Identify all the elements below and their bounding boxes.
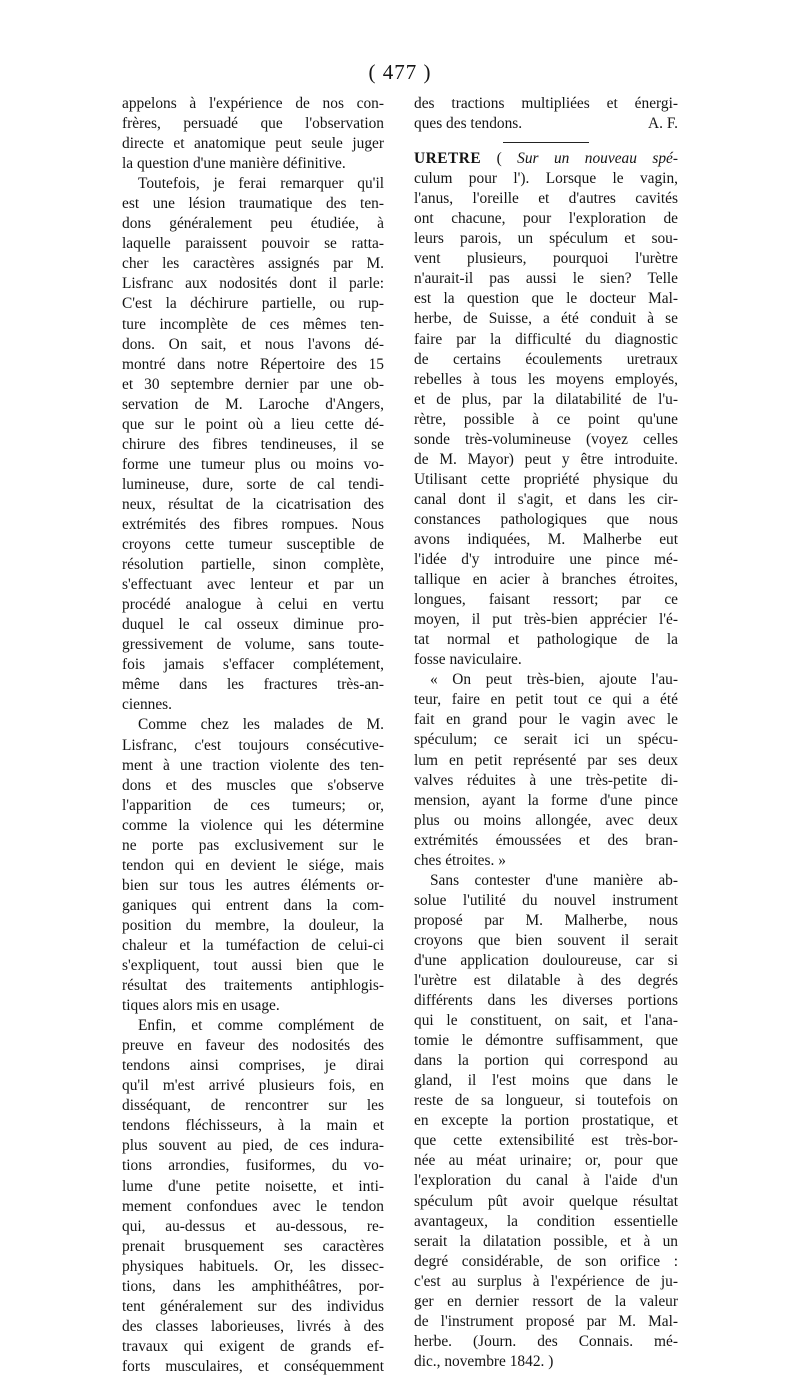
- text-line: même dans les fractures très-an-: [122, 676, 384, 694]
- text-line: tent généralement sur des individus: [122, 1297, 384, 1315]
- text-line: en excepte la portion prostatique, et: [414, 1112, 678, 1130]
- text-line: Toutefois, je ferai remarquer qu'il: [138, 175, 384, 193]
- text-line: disséquant, de rencontrer sur les: [122, 1097, 384, 1115]
- text-line: plus ou moins allongée, avec deux: [414, 811, 678, 829]
- text-line: neux, résultat de la cicatrisation des: [122, 495, 384, 513]
- text-line: ger en dernier ressort de la valeur: [414, 1292, 678, 1310]
- text-line: des classes laborieuses, livrés à des: [122, 1317, 384, 1335]
- text-line: n'aurait-il pas aussi le sien? Telle: [414, 270, 678, 288]
- text-line: des tractions multipliées et énergi-: [414, 95, 678, 112]
- text-line: lumineuse, dure, sorte de cal tendi-: [122, 475, 384, 493]
- text-line: spéculum pût avoir quelque résultat: [414, 1192, 678, 1210]
- text-line: laquelle paraissent pouvoir se ratta-: [122, 235, 384, 253]
- text-line: vent plusieurs, pourquoi l'urètre: [414, 250, 678, 268]
- text-line: reste de sa longueur, si toutefois on: [414, 1092, 678, 1110]
- text-line: croyons cette tumeur susceptible de: [122, 536, 384, 554]
- text-line: qui le constituent, on sait, et l'ana-: [414, 1012, 678, 1030]
- text-line: ture incomplète de ces mêmes ten-: [122, 315, 384, 333]
- text-line: que cette extensibilité est très-bor-: [414, 1132, 678, 1150]
- text-line: et de plus, par la dilatabilité de l'u-: [414, 390, 678, 408]
- text-line: l'urètre est dilatable à des degrés: [414, 972, 678, 990]
- text-line: C'est la déchirure partielle, ou rup-: [122, 295, 384, 313]
- left-column: [122, 94, 384, 1377]
- text-line: extrémités des fibres rompues. Nous: [122, 515, 384, 533]
- text-line: culum pour l'). Lorsque le vagin,: [414, 170, 678, 188]
- text-line: moyen, il put très-bien apprécier l'é-: [414, 611, 678, 629]
- text-line: extrémités émoussées et des bran-: [414, 831, 678, 849]
- text-line: gland, il l'est moins que dans le: [414, 1072, 678, 1090]
- text-line: Comme chez les malades de M.: [138, 716, 384, 734]
- text-line: rètre, possible à ce point qu'une: [414, 410, 678, 428]
- text-line: lum en petit représenté par ses deux: [414, 751, 678, 769]
- text-line: chaleur et la tuméfaction de celui-ci: [122, 936, 384, 954]
- text-line: dans la portion qui correspond au: [414, 1052, 678, 1070]
- text-line: dons et des muscles que s'observe: [122, 776, 384, 794]
- signature-line: [414, 114, 678, 134]
- text-line: travaux qui exigent de grands ef-: [122, 1337, 384, 1355]
- text-line: ciennes.: [122, 696, 172, 714]
- text-line: sonde très-volumineuse (voyez celles: [414, 430, 678, 448]
- text-line: lume d'une petite noisette, et inti-: [122, 1177, 384, 1195]
- text-line: résultat des traitements antiphlogis-: [122, 977, 384, 995]
- text-line: prenait brusquement ses caractères: [122, 1237, 384, 1255]
- text-line: gressivement de volume, sans toute-: [122, 636, 384, 654]
- text-line: Sans contester d'une manière ab-: [430, 871, 678, 889]
- text-line: spéculum; ce serait ici un spécu-: [414, 731, 678, 749]
- text-line: chirure des fibres tendineuses, il se: [122, 435, 384, 453]
- text-line: preuve en faveur des nodosités des: [122, 1037, 384, 1055]
- section-divider: [503, 142, 589, 143]
- text-line: tat normal et pathologique de la: [414, 631, 678, 649]
- text-line: proposé par M. Malherbe, nous: [414, 911, 678, 929]
- text-line: position du membre, la douleur, la: [122, 916, 384, 934]
- text-line: tallique en acier à branches étroites,: [414, 571, 678, 589]
- text-line: l'exploration du canal à l'aide d'un: [414, 1172, 678, 1190]
- text-line: ganiques qui entrent dans la com-: [122, 896, 384, 914]
- text-line: constances pathologiques que nous: [414, 510, 678, 528]
- text-line: dons généralement peu étudiée, à: [122, 215, 384, 233]
- text-line: c'est au surplus à l'expérience de ju-: [414, 1272, 678, 1290]
- text-line: fois jamais s'effacer complétement,: [122, 656, 384, 674]
- text-line: plus souvent au pied, de ces indura-: [122, 1137, 384, 1155]
- text-line: Enfin, et comme complément de: [138, 1017, 384, 1035]
- article-body: [414, 169, 678, 1372]
- text-line: ont chacune, pour l'exploration de: [414, 210, 678, 228]
- text-line: longues, faisant ressort; par ce: [414, 591, 678, 609]
- signature-line-text: ques des tendons.: [414, 115, 523, 133]
- text-line: frères, persuadé que l'observation: [122, 115, 384, 133]
- text-line: solue l'utilité du nouvel instrument: [414, 891, 678, 909]
- text-line: tions arrondies, fusiformes, du vo-: [122, 1157, 384, 1175]
- text-line: de l'instrument proposé par M. Mal-: [414, 1312, 678, 1330]
- text-line: de certains écoulements uretraux: [414, 350, 678, 368]
- text-line: canal dont il s'agit, et dans les cir-: [414, 490, 678, 508]
- text-line: née au méat urinaire; or, pour que: [414, 1152, 678, 1170]
- right-column-continuation: [414, 94, 678, 114]
- text-line: appelons à l'expérience de nos con-: [122, 95, 384, 112]
- text-line: degré considérable, de son orifice :: [414, 1252, 678, 1270]
- text-line: procédé analogue à celui en vertu: [122, 596, 384, 614]
- text-line: cher les caractères assignés par M.: [122, 255, 384, 273]
- text-line: « On peut très-bien, ajoute l'au-: [430, 671, 678, 689]
- text-line: fait en grand pour le vagin avec le: [414, 711, 678, 729]
- text-line: directe et anatomique peut seule juger: [122, 135, 384, 153]
- text-line: que sur le point où a lieu cette dé-: [122, 415, 384, 433]
- text-line: tions, dans les amphithéâtres, por-: [122, 1277, 384, 1295]
- text-line: est la question que le docteur Mal-: [414, 290, 678, 308]
- text-line: duquel le cal osseux diminue pro-: [122, 616, 384, 634]
- page-number: ( 477 ): [368, 60, 432, 84]
- text-line: dons. On sait, et nous l'avons dé-: [122, 335, 384, 353]
- text-line: teur, faire en petit tout ce qui a été: [414, 691, 678, 709]
- text-line: montré dans notre Répertoire des 15: [122, 355, 384, 373]
- text-line: tendons fléchisseurs, à la main et: [122, 1117, 384, 1135]
- text-line: Utilisant cette propriété physique du: [414, 470, 678, 488]
- text-line: fosse naviculaire.: [414, 651, 522, 669]
- text-line: s'expliquent, tout aussi bien que le: [122, 957, 384, 975]
- text-line: l'apparition de ces tumeurs; or,: [122, 796, 384, 814]
- text-line: l'anus, l'oreille et d'autres cavités: [414, 190, 678, 208]
- text-line: rebelles à tous les moyens employés,: [414, 370, 678, 388]
- text-line: avantageux, la condition essentielle: [414, 1212, 678, 1230]
- text-line: tomie le démontre suffisamment, que: [414, 1032, 678, 1050]
- text-line: forts musculaires, et conséquemment: [122, 1357, 384, 1375]
- text-line: tendon qui en devient le siége, mais: [122, 856, 384, 874]
- text-line: qui, au-dessus et au-dessous, re-: [122, 1217, 384, 1235]
- article-heading-line: [414, 149, 678, 169]
- text-line: différents dans les diverses portions: [414, 992, 678, 1010]
- text-line: résolution partielle, sinon complète,: [122, 556, 384, 574]
- text-line: comme la violence qui les détermine: [122, 816, 384, 834]
- text-line: ment à une traction violente des ten-: [122, 756, 384, 774]
- text-line: physiques habituels. Or, les dissec-: [122, 1257, 384, 1275]
- text-line: herbe. (Journ. des Connais. mé-: [414, 1332, 678, 1350]
- author-initials: A. F.: [648, 115, 678, 133]
- text-line: dic., novembre 1842. ): [414, 1352, 554, 1370]
- text-line: tiques alors mis en usage.: [122, 997, 280, 1015]
- right-column: [414, 94, 678, 1372]
- text-line: tendons ainsi comprises, je dirai: [122, 1057, 384, 1075]
- text-line: de M. Mayor) peut y être introduite.: [414, 450, 678, 468]
- text-line: ches étroites. »: [414, 851, 506, 869]
- text-line: d'une application douloureuse, car si: [414, 951, 678, 969]
- text-line: Lisfranc aux nodosités dont il parle:: [122, 275, 384, 293]
- text-line: herbe, de Suisse, a été conduit à se: [414, 310, 678, 328]
- text-line: forme une tumeur plus ou moins vo-: [122, 455, 384, 473]
- text-line: bien sur tous les autres éléments or-: [122, 876, 384, 894]
- text-line: serait la dilatation possible, et à un: [414, 1232, 678, 1250]
- text-line: avons indiquées, M. Malherbe eut: [414, 530, 678, 548]
- text-line: est une lésion traumatique des ten-: [122, 195, 384, 213]
- text-line: mension, ayant la forme d'une pince: [414, 791, 678, 809]
- text-line: et 30 septembre dernier par une ob-: [122, 375, 384, 393]
- text-line: la question d'une manière définitive.: [122, 155, 346, 173]
- text-line: leurs parois, un spéculum et sou-: [414, 230, 678, 248]
- article-title: URETRE: [414, 150, 482, 168]
- text-line: faire par la difficulté du diagnostic: [414, 330, 678, 348]
- text-line: mement confondues avec le tendon: [122, 1197, 384, 1215]
- text-line: qu'il m'est arrivé plusieurs fois, en: [122, 1077, 384, 1095]
- article-subtitle: Sur un nouveau spé-: [517, 150, 678, 168]
- article-subtitle-paren: (: [496, 150, 518, 168]
- text-line: servation de M. Laroche d'Angers,: [122, 395, 384, 413]
- text-line: Lisfranc, c'est toujours consécutive-: [122, 736, 384, 754]
- text-line: croyons que bien souvent il serait: [414, 931, 678, 949]
- text-line: l'idée d'y introduire une pince mé-: [414, 551, 678, 569]
- text-line: ne porte pas exclusivement sur le: [122, 836, 384, 854]
- text-line: valves réduites à une très-petite di-: [414, 771, 678, 789]
- text-line: s'effectuant avec lenteur et par un: [122, 576, 384, 594]
